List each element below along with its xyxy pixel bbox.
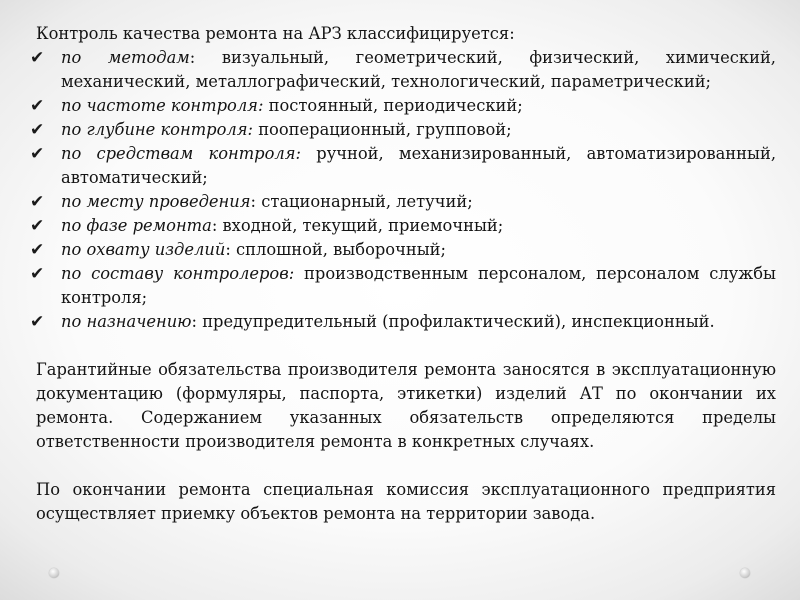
check-icon: ✔ (30, 96, 45, 116)
item-text: производственным персоналом, персоналом службы контроля; (61, 264, 776, 307)
list-item (30, 142, 776, 190)
check-icon: ✔ (30, 144, 45, 164)
item-separator: : (250, 192, 262, 211)
intro-heading: Контроль качества ремонта на АРЗ классифицируется: (36, 24, 515, 43)
slide-content (30, 22, 776, 526)
check-icon: ✔ (30, 240, 45, 260)
item-term: по средствам контроля: (61, 144, 302, 163)
list-item (30, 214, 776, 238)
check-icon: ✔ (30, 192, 45, 212)
item-separator: : (211, 216, 223, 235)
list-item (30, 262, 776, 310)
item-text: пооперационный, групповой; (258, 120, 512, 139)
list-item (30, 46, 776, 94)
check-icon: ✔ (30, 312, 45, 332)
list-item (30, 94, 776, 118)
item-text: предупредительный (профилактический), инспекционный. (202, 312, 715, 331)
item-separator (294, 264, 304, 283)
classification-list (30, 46, 776, 334)
item-text: стационарный, летучий; (261, 192, 473, 211)
item-text: сплошной, выборочный; (236, 240, 447, 259)
warranty-paragraph: Гарантийные обязательства производителя ремонта заносятся в эксплуатационную документацию (формуляры, паспорта, этикетки) изделий АТ по окончании их ремонта. Содержанием указанных обязательств определяются пределы ответственности производителя ремонта в конкретных случаях. (36, 360, 776, 451)
check-icon: ✔ (30, 48, 45, 68)
item-term: по методам (61, 48, 190, 67)
item-separator: : (225, 240, 237, 259)
item-term: по фазе ремонта (61, 216, 212, 235)
item-term: по охвату изделий (61, 240, 226, 259)
check-icon: ✔ (30, 264, 45, 284)
list-item (30, 238, 776, 262)
list-item (30, 118, 776, 142)
item-separator (301, 144, 316, 163)
item-term: по составу контролеров: (61, 264, 295, 283)
item-separator: : (191, 312, 203, 331)
item-text: постоянный, периодический; (268, 96, 523, 115)
decorative-dot-left (49, 568, 59, 578)
item-text: ручной, механизированный, автоматизированный, автоматический; (61, 144, 776, 187)
check-icon: ✔ (30, 216, 45, 236)
item-term: по глубине контроля: (61, 120, 254, 139)
item-term: по месту проведения (61, 192, 251, 211)
list-item (30, 190, 776, 214)
acceptance-paragraph: По окончании ремонта специальная комиссия эксплуатационного предприятия осуществляет приемку объектов ремонта на территории завода. (36, 480, 776, 523)
item-term: по частоте контроля: (61, 96, 264, 115)
list-item (30, 310, 776, 334)
item-text: входной, текущий, приемочный; (222, 216, 504, 235)
decorative-dot-right (740, 568, 750, 578)
check-icon: ✔ (30, 120, 45, 140)
item-term: по назначению (61, 312, 192, 331)
item-text: визуальный, геометрический, физический, химический, механический, металлографический, технологический, параметрический; (61, 48, 776, 91)
item-separator: : (189, 48, 222, 67)
